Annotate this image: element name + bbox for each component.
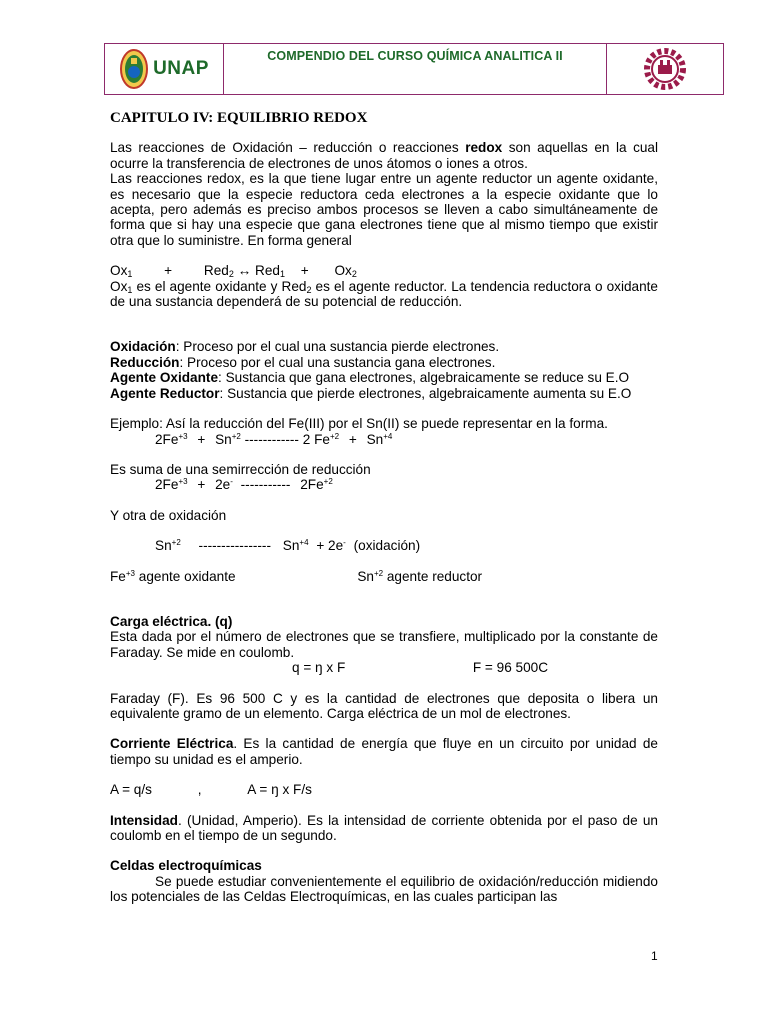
formula-separator: ,: [197, 782, 202, 798]
intensidad-text: . (Unidad, Amperio). Es la intensidad de corriente obtenida por el paso de un coulomb en el tiempo de un segundo.: [110, 812, 658, 843]
eq-sub: 2: [228, 269, 234, 280]
page-number: 1: [651, 949, 658, 963]
eq-electrons: 2e: [328, 538, 344, 554]
eq-charge: +2: [329, 431, 340, 441]
page-header: [104, 43, 724, 95]
eq-sub: 1: [127, 284, 133, 295]
eq-charge: -: [230, 477, 233, 487]
example-intro: Ejemplo: Así la reducción del Fe(III) por el Sn(II) se puede representar en la forma.: [110, 416, 608, 432]
eq-sub: 2: [306, 284, 312, 295]
unap-seal-icon: [119, 48, 149, 90]
intensidad-term: Intensidad: [110, 812, 178, 828]
agents-line: [110, 569, 658, 584]
definition-reduccion: [110, 355, 658, 370]
eq-sub: 2: [351, 269, 357, 280]
eq-species: 2Fe: [155, 477, 179, 493]
definition-text: : Proceso por el cual una sustancia pierde electrones.: [175, 339, 500, 355]
definition-term: Agente Oxidante: [110, 370, 219, 386]
semi-oxidation-equation: [110, 538, 658, 553]
semi-reduction-title: Es suma de una semirrección de reducción: [110, 461, 371, 477]
definition-agente-reductor: [110, 386, 658, 401]
eq-charge: -: [343, 538, 346, 548]
carga-text: Esta dada por el número de electrones que se transfiere, multiplicado por la constante de Faraday. Se mide en coulomb.: [110, 629, 658, 660]
formula-b: A = ŋ x F/s: [247, 782, 312, 798]
eq-species: Sn: [215, 431, 232, 447]
eq-red: Red: [203, 263, 229, 279]
eq-red: Red: [255, 263, 280, 279]
general-note: [110, 279, 658, 310]
unap-logo-text: UNAP: [153, 58, 209, 79]
document-body: [110, 111, 658, 905]
note-text: Ox: [110, 278, 128, 294]
header-title: COMPENDIO DEL CURSO QUÍMICA ANALITICA II: [267, 49, 563, 63]
eq-species: Sn: [282, 538, 300, 554]
eq-dashes: -----------: [240, 477, 291, 493]
chapter-title: CAPITULO IV: EQUILIBRIO REDOX: [110, 110, 368, 126]
definition-text: : Sustancia que pierde electrones, algebraicamente aumenta su E.O: [219, 385, 632, 401]
eq-species: Sn: [366, 431, 384, 447]
definition-term: Reducción: [110, 354, 180, 370]
intro-paragraph-1: [110, 140, 658, 171]
faraday-paragraph: Faraday (F). Es 96 500 C y es la cantidad de electrones que deposita o libera un equivalente gramo de un elemento. Carga eléctrica de un mol de electrones.: [110, 690, 658, 721]
eq-plus: +: [164, 263, 173, 279]
eq-plus: +: [300, 263, 309, 279]
intro-bold-redox: redox: [465, 140, 503, 156]
definition-oxidacion: [110, 339, 658, 354]
semi-reduction-equation: [110, 477, 658, 492]
intro-paragraph-2: Las reacciones redox, es la que tiene lugar entre un agente reductor un agente oxidante, es necesario que la especie reductora ceda electrones a la especie oxidante que lo acepta, pero además es preciso ambos procesos se lleven a cabo simultáneamente de forma que si hay una especie que gana electrones tiene que al mismo tiempo que existir otra que lo suministre. En forma general: [110, 171, 658, 248]
corriente-formulas: [110, 782, 658, 797]
eq-sub: 1: [127, 269, 133, 280]
eq-species: 2Fe: [155, 431, 179, 447]
formula-a: A = q/s: [110, 782, 152, 798]
definition-text: : Proceso por el cual una sustancia gana electrones.: [179, 354, 496, 370]
eq-charge: +3: [178, 431, 188, 441]
note-text: es el agente oxidante y Red: [132, 278, 307, 294]
definition-text: : Sustancia que gana electrones, algebraicamente se reduce su E.O: [218, 370, 630, 386]
eq-plus: +: [316, 538, 325, 554]
general-equation: [110, 263, 658, 278]
eq-species: 2Fe: [300, 477, 324, 493]
eq-species: Sn: [155, 538, 172, 554]
corriente-text: . Es la cantidad de energía que fluye en un circuito por unidad de tiempo su unidad es el amperio.: [110, 736, 658, 767]
eq-arrow: ↔: [237, 263, 252, 279]
eq-plus: +: [197, 431, 206, 447]
agent-label: agente oxidante: [138, 568, 236, 584]
eq-charge: +2: [171, 538, 181, 548]
eq-electrons: 2e: [215, 477, 231, 493]
eq-charge: +3: [125, 568, 135, 578]
header-logo-cell: [105, 44, 224, 94]
eq-plus: +: [197, 477, 206, 493]
agent-label: agente reductor: [386, 568, 483, 584]
definition-term: Oxidación: [110, 339, 176, 355]
eq-ox: Ox: [110, 263, 128, 279]
eq-sub: 1: [279, 269, 285, 280]
eq-charge: +2: [323, 477, 333, 487]
carga-title: Carga eléctrica. (q): [110, 613, 233, 629]
eq-plus: +: [348, 431, 357, 447]
header-emblem-cell: [607, 44, 723, 94]
example-overall-equation: [110, 432, 658, 447]
note-text: es el agente reductor. La tendencia reductora o oxidante de una sustancia dependerá de su potencial de reducción.: [110, 278, 658, 310]
eq-species: Sn: [357, 568, 374, 584]
eq-species: Fe: [110, 568, 126, 584]
eq-dashes: ------------: [244, 431, 299, 447]
corriente-paragraph: [110, 736, 658, 767]
eq-dashes: ----------------: [198, 538, 271, 554]
intensidad-paragraph: [110, 813, 658, 844]
celdas-paragraph: [110, 874, 658, 905]
eq-species: 2 Fe: [302, 431, 330, 447]
faculty-gear-emblem-icon: [643, 47, 687, 91]
intro-text-a: Las reacciones de Oxidación – reducción o reacciones: [110, 140, 466, 156]
oxidation-note: (oxidación): [353, 538, 421, 554]
eq-charge: +3: [178, 477, 188, 487]
eq-charge: +4: [299, 538, 309, 548]
carga-formula: q = ŋ x F: [292, 660, 346, 676]
definition-term: Agente Reductor: [110, 385, 220, 401]
header-title-cell: [224, 44, 607, 94]
semi-oxidation-title: Y otra de oxidación: [110, 507, 227, 523]
eq-charge: +4: [383, 431, 393, 441]
eq-charge: +2: [373, 568, 384, 578]
celdas-title: Celdas electroquímicas: [110, 858, 262, 874]
corriente-term: Corriente Eléctrica: [110, 736, 234, 752]
eq-ox: Ox: [334, 263, 352, 279]
definition-agente-oxidante: [110, 370, 658, 385]
celdas-text: Se puede estudiar convenientemente el equilibrio de oxidación/reducción midiendo los potenciales de las Celdas Electroquímicas, en las cuales participan las: [110, 873, 658, 905]
carga-formula-line: [110, 660, 658, 675]
intro-text-b: son aquellas en la cual ocurre la transferencia de electrones de unos átomos o iones a otros.: [110, 140, 659, 171]
faraday-constant: F = 96 500C: [472, 660, 549, 676]
eq-charge: +2: [231, 431, 241, 441]
